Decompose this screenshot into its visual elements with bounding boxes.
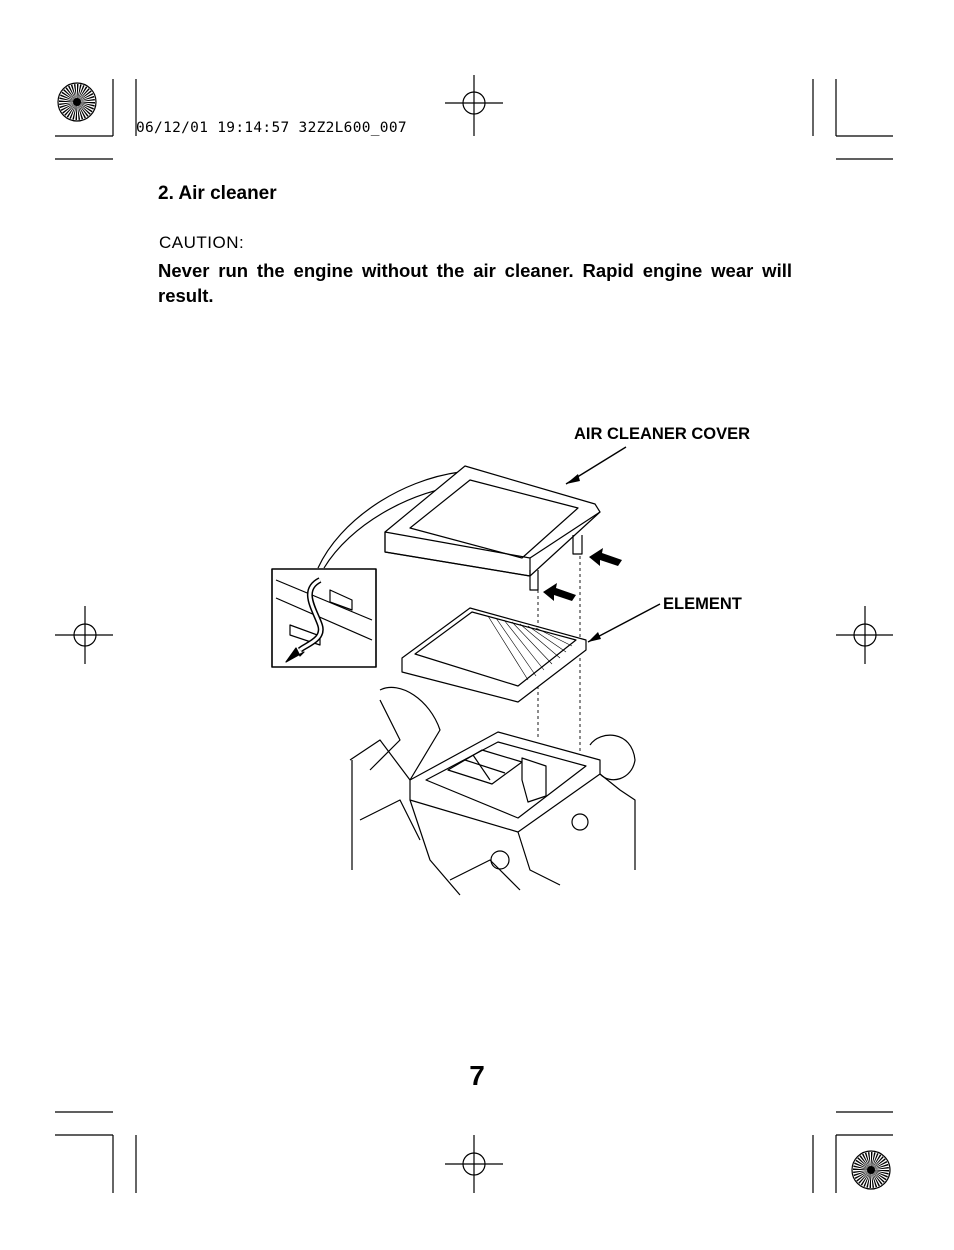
air-cleaner-cover	[385, 466, 600, 590]
print-timestamp: 06/12/01 19:14:57 32Z2L600_007	[136, 120, 407, 136]
air-cleaner-base	[350, 687, 635, 895]
section-title: 2. Air cleaner	[158, 183, 277, 204]
latch-detail-inset	[272, 569, 376, 667]
label-element: ELEMENT	[663, 595, 742, 613]
label-air-cleaner-cover: AIR CLEANER COVER	[574, 425, 751, 443]
caution-heading: CAUTION:	[159, 233, 245, 252]
caution-text: Never run the engine without the air cleaner. Rapid engine wear will result.	[158, 260, 792, 306]
page-number: 7	[469, 1060, 485, 1091]
air-cleaner-illustration	[260, 440, 650, 910]
filter-element	[402, 608, 586, 702]
